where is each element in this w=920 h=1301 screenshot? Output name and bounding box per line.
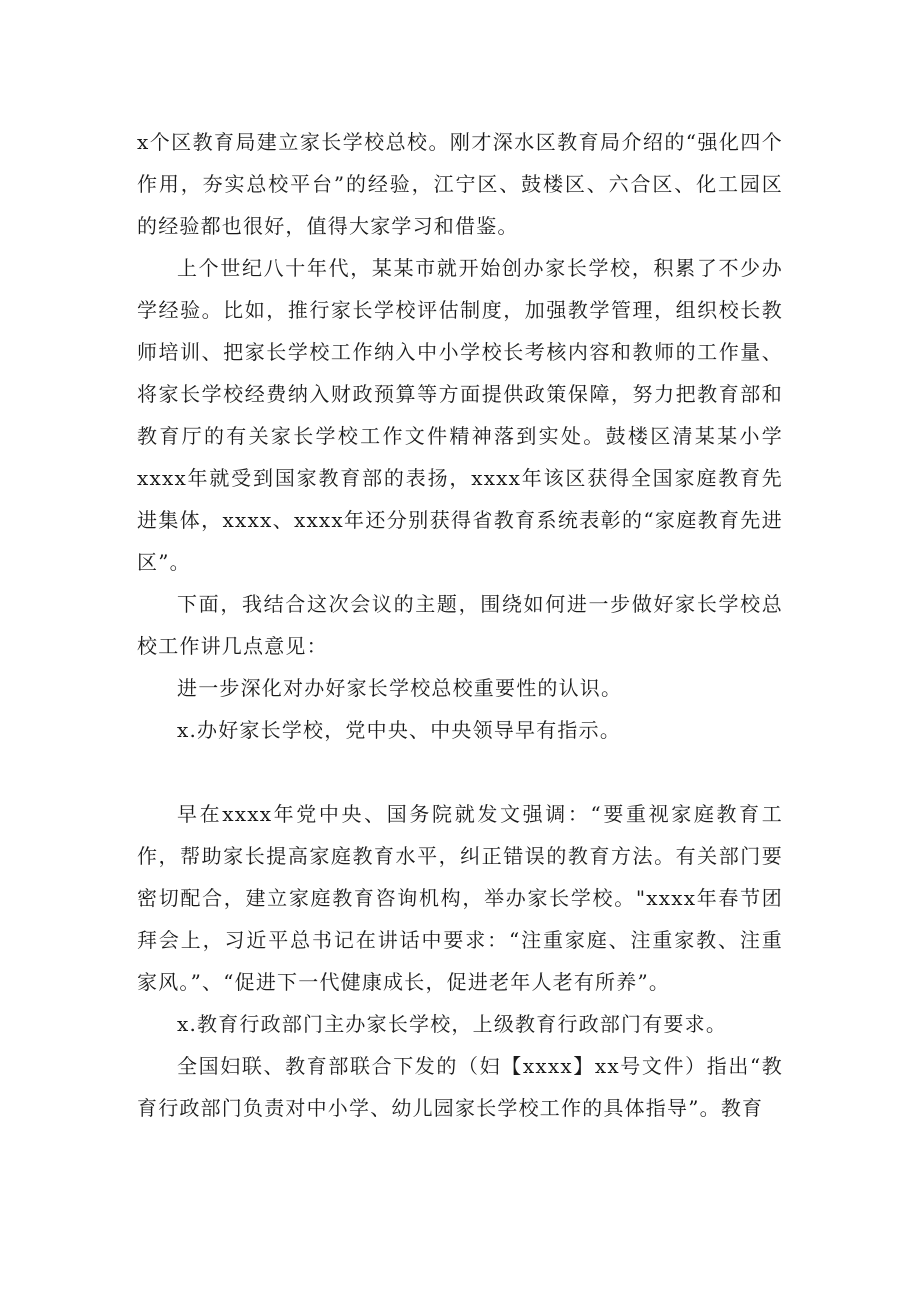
paragraph-federation-document: 全国妇联、教育部联合下发的（妇【xxxx】xx号文件）指出“教育行政部门负责对中小学、幼儿园家长学校工作的具体指导”。教育 [137,1054,783,1120]
heading-administrative-requirements: x.教育行政部门主办家长学校，上级教育行政部门有要求。 [177,1012,728,1036]
paragraph-continuation: x个区教育局建立家长学校总校。刚才深水区教育局介绍的“强化四个作用，夯实总校平台”的经验，江宁区、鼓楼区、六合区、化工园区的经验都也很好，值得大家学习和借鉴。 [137,130,783,238]
heading-deepen-understanding: 进一步深化对办好家长学校总校重要性的认识。 [177,676,623,700]
document-body [137,121,783,1129]
paragraph-history: 上个世纪八十年代，某某市就开始创办家长学校，积累了不少办学经验。比如，推行家长学校评估制度，加强教学管理，组织校长教师培训、把家长学校工作纳入中小学校长考核内容和教师的工作量、将家长学校经费纳入财政预算等方面提供政策保障，努力把教育部和教育厅的有关家长学校工作文件精神落到实处。鼓楼区清某某小学xxxx年就受到国家教育部的表扬，xxxx年该区获得全国家庭教育先进集体，xxxx、xxxx年还分别获得省教育系统表彰的“家庭教育先进区”。 [137,256,783,574]
heading-central-instructions: x.办好家长学校，党中央、中央领导早有指示。 [177,718,622,742]
paragraph-central-documents: 早在xxxx年党中央、国务院就发文强调：“要重视家庭教育工作，帮助家长提高家庭教育水平，纠正错误的教育方法。有关部门要密切配合，建立家庭教育咨询机构，举办家长学校。"xxxx年春节团拜会上，习近平总书记在讲话中要求：“注重家庭、注重家教、注重家风。”、“促进下一代健康成长，促进老年人老有所养”。 [137,802,783,994]
paragraph-intro-opinions: 下面，我结合这次会议的主题，围绕如何进一步做好家长学校总校工作讲几点意见： [137,592,783,658]
